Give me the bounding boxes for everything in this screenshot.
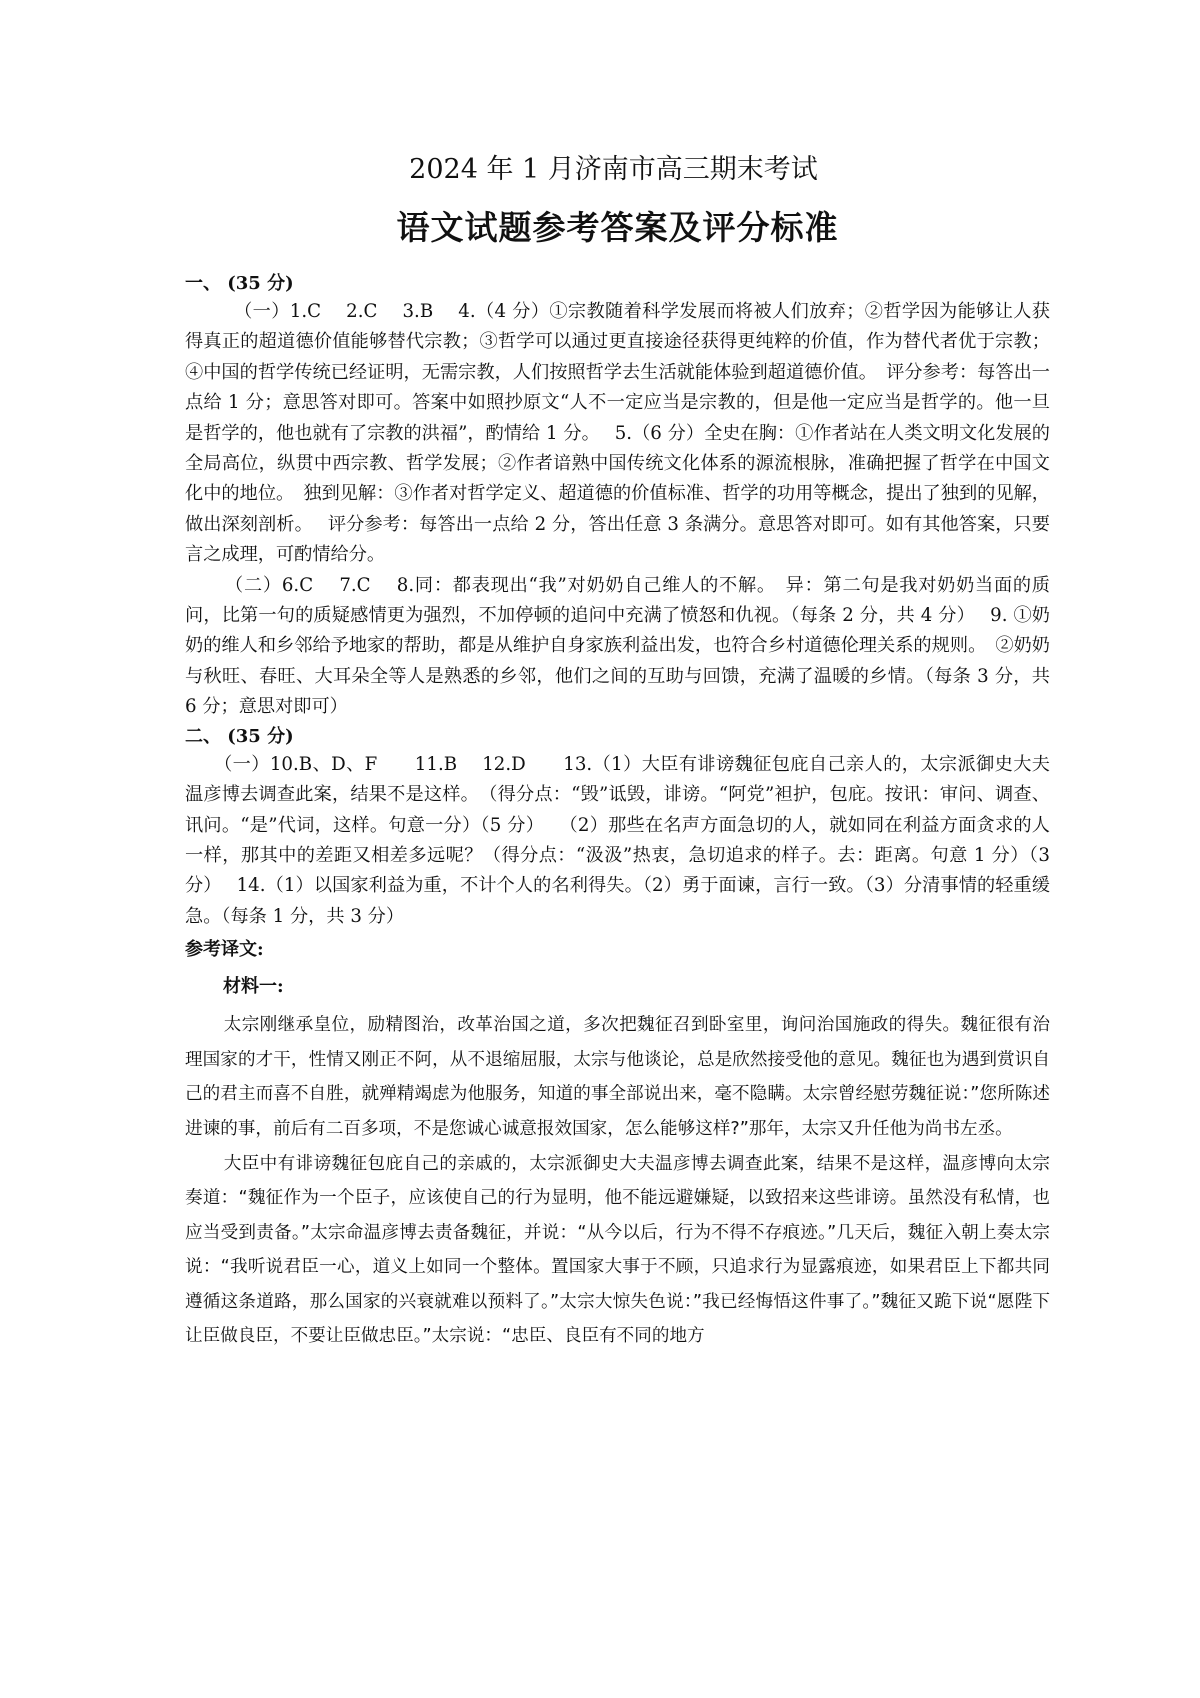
- section-one: [185, 270, 1050, 723]
- section-one-part-one: （一）1.C 2.C 3.B 4.（4 分）①宗教随着科学发展而将被人们放弃；②哲学因为能够让人获得真正的超道德价值能够替代宗教；③哲学可以通过更直接途径获得更纯粹的价值，作为替代者优于宗教；④中国的哲学传统已经证明，无需宗教，人们按照哲学去生活就能体验到超道德价值。 评分参考：每答出一点给 1 分；意思答对即可。答案中如照抄原文“人不一定应当是宗教的，但是他一定应当是哲学的。他一旦是哲学的，他也就有了宗教的洪福”，酌情给 1 分。 5.（6 分）全史在胸：①作者站在人类文明文化发展的全局高位，纵贯中西宗教、哲学发展；②作者谙熟中国传统文化体系的源流根脉，准确把握了哲学在中国文化中的地位。 独到见解：③作者对哲学定义、超道德的价值标准、哲学的功用等概念，提出了独到的见解，做出深刻剖析。 评分参考：每答出一点给 2 分，答出任意 3 条满分。意思答对即可。如有其他答案，只要言之成理，可酌情给分。: [185, 301, 1050, 566]
- reference-translation: [185, 934, 1050, 1354]
- material-one-heading: 材料一:: [223, 976, 284, 998]
- reference-translation-heading: 参考译文:: [185, 939, 264, 961]
- section-one-heading: 一、 (35 分): [185, 273, 294, 294]
- exam-title: 2024 年 1 月济南市高三期末考试: [409, 154, 818, 185]
- section-one-part-two: （二）6.C 7.C 8.同：都表现出“我”对奶奶自己维人的不解。 异：第二句是我对奶奶当面的质问，比第一句的质疑感情更为强烈，不加停顿的追问中充满了愤怒和仇视。（每条 2 分，共 4 分） 9. ①奶奶的维人和乡邻给予地家的帮助，都是从维护自身家族利益出发，也符合乡村道德伦理关系的规则。 ②奶奶与秋旺、春旺、大耳朵全等人是熟悉的乡邻，他们之间的互助与回馈，充满了温暖的乡情。（每条 3 分，共 6 分；意思对即可）: [185, 574, 1050, 718]
- answer-key-title: 语文试题参考答案及评分标准: [396, 208, 839, 247]
- section-two-heading: 二、 (35 分): [185, 725, 294, 747]
- translation-paragraph-one: 太宗刚继承皇位，励精图治，改革治国之道，多次把魏征召到卧室里，询问治国施政的得失。魏征很有治理国家的才干，性情又刚正不阿，从不退缩屈服，太宗与他谈论，总是欣然接受他的意见。魏征也为遇到赏识自己的君主而喜不自胜，就殚精竭虑为他服务，知道的事全部说出来，毫不隐瞒。太宗曾经慰劳魏征说：”您所陈述进谏的事，前后有二百多项，不是您诚心诚意报效国家，怎么能够这样?”那年，太宗又升任他为尚书左丞。: [185, 1015, 1050, 1139]
- translation-paragraph-two: 大臣中有诽谤魏征包庇自己的亲戚的，太宗派御史大夫温彦博去调查此案，结果不是这样，温彦博向太宗奏道：“魏征作为一个臣子，应该使自己的行为显明，他不能远避嫌疑，以致招来这些诽谤。虽然没有私情，也应当受到责备。”太宗命温彦博去责备魏征，并说：“从今以后，行为不得不存痕迹。”几天后，魏征入朝上奏太宗说：“我听说君臣一心，道义上如同一个整体。置国家大事于不顾，只追求行为显露痕迹，如果君臣上下都共同遵循这条道路，那么国家的兴衰就难以预料了。”太宗大惊失色说：”我已经悔悟这件事了。”魏征又跪下说“愿陛下让臣做良臣，不要让臣做忠臣。”太宗说：“忠臣、良臣有不同的地方: [185, 1153, 1050, 1347]
- section-two-part-one: （一）10.B、D、F 11.B 12.D 13.（1）大臣有诽谤魏征包庇自己亲人的，太宗派御史大夫温彦博去调查此案，结果不是这样。 （得分点：“毁”诋毁，诽谤。“阿党”袒护，包庇。按讯：审问、调查、讯问。“是”代词，这样。句意一分）（5 分） （2）那些在名声方面急切的人，就如同在利益方面贪求的人一样，那其中的差距又相差多远呢？（得分点：“汲汲”热衷，急切追求的样子。去：距离。句意 1 分）（3 分） 14.（1）以国家利益为重，不计个人的名利得失。（2）勇于面谏，言行一致。（3）分清事情的轻重缓急。（每条 1 分，共 3 分）: [185, 753, 1050, 927]
- section-two: [185, 723, 1050, 932]
